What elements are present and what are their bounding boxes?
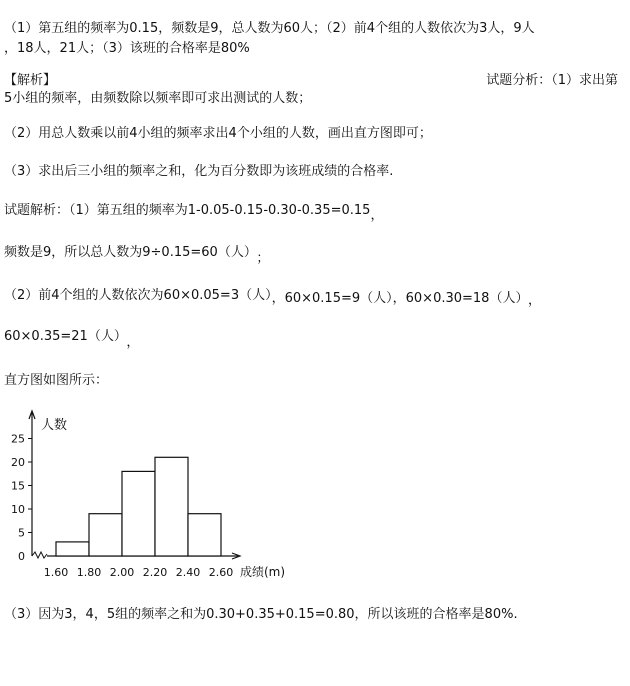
y-tick-label: 0 [18,550,25,563]
solution-semicolon-1: ； [256,251,270,266]
solution-text-3b: ，60×0.15=9（人），60×0.30=18（人） [271,291,522,306]
x-tick-label: 2.60 [208,566,234,579]
y-tick-label: 15 [11,479,25,493]
analysis-line-3: （3）求出后三小组的频率之和，化为百分数即为该班成绩的合格率. [4,164,394,179]
analysis-intro: 试题分析：（1）求出第 [486,73,618,88]
answer-line-1: （1）第五组的频率为0.15，频数是9，总人数为60人；（2）前4个组的人数依次为3人，9人 [4,21,535,36]
solution-text-1: 试题解析：（1）第五组的频率为1-0.05-0.15-0.30-0.35=0.15 [4,203,371,218]
solution-line-1 [4,202,384,223]
histogram-bar [155,457,188,556]
solution-comma-1: ， [370,208,384,223]
solution-text-2: 频数是9，所以总人数为9÷0.15=60（人） [4,245,251,260]
y-tick-label: 25 [11,432,25,446]
x-axis-break [32,552,47,558]
solution-text-3a: （2）前4个组的人数依次为60×0.05=3（人） [4,288,272,303]
solution-line-5: 直方图如图所示： [4,373,109,388]
solution-text-4: 60×0.35=21（人） [4,329,121,344]
analysis-header: 【解析】 [4,73,57,88]
histogram-bar [188,514,221,556]
solution-comma-2: ， [527,293,541,308]
solution-comma-3: ， [126,335,140,350]
histogram-chart [0,405,330,590]
y-tick-label: 5 [18,526,25,540]
y-axis-label: 人数 [41,418,68,433]
y-tick-label: 20 [11,456,25,469]
solution-line-2 [4,244,270,266]
analysis-line-2: （2）用总人数乘以前4小组的频率求出4个小组的人数，画出直方图即可； [4,126,432,141]
x-tick-label: 2.40 [175,566,201,579]
histogram-bar [122,471,155,556]
x-tick-label: 2.20 [142,566,168,579]
x-tick-label: 1.80 [76,566,102,579]
solution-line-4 [4,328,140,350]
x-axis-label: 成绩(m) [240,565,286,579]
solution-text-6: （3）因为3，4，5组的频率之和为0.30+0.35+0.15=0.80，所以该班的合格率是80% [4,607,514,622]
solution-line-6 [4,606,518,624]
x-tick-label: 2.00 [109,566,135,579]
y-tick-label: 10 [11,503,25,516]
x-tick-label: 1.60 [43,566,69,579]
histogram-bar [56,542,89,556]
solution-period: . [513,607,518,622]
analysis-line-1: 5小组的频率，由频数除以频率即可求出测试的人数； [4,91,312,106]
answer-line-2: ，18人，21人；（3）该班的合格率是80% [4,41,250,56]
solution-line-3 [4,287,541,308]
histogram-bar [89,514,122,556]
